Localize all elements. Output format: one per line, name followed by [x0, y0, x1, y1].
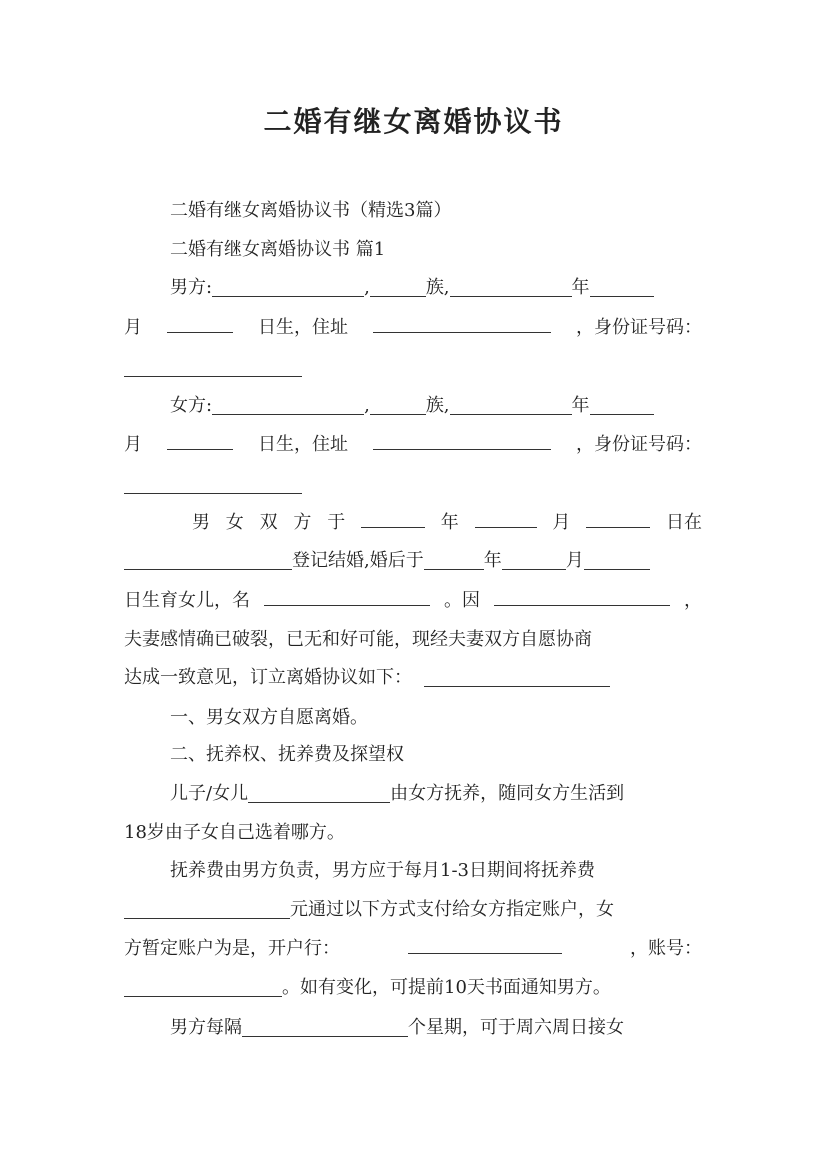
support-amount-blank[interactable] [124, 898, 290, 919]
daughter-name-blank[interactable] [264, 585, 430, 606]
support-payment-text: 元通过以下方式支付给女方指定账户，女 [290, 899, 614, 920]
support-line-4 [124, 970, 702, 1006]
marriage-day-blank[interactable] [586, 507, 650, 528]
marriage-line-3 [124, 583, 702, 619]
female-label: 女方: [170, 395, 213, 416]
agreement-intro: 达成一致意见，订立离婚协议如下： [124, 667, 412, 688]
custody-line-2: 18岁由子女自己选着哪方。 [124, 822, 345, 843]
notice-text: 。如有变化，可提前10天书面通知男方。 [282, 977, 611, 998]
male-id-label: ，身份证号码： [576, 317, 702, 338]
male-address-blank[interactable] [373, 312, 551, 333]
account-number-blank[interactable] [124, 976, 282, 997]
registered-label: 登记结婚,婚后于 [292, 550, 424, 571]
registration-place-blank[interactable] [124, 549, 292, 570]
reason-label: 。因 [444, 590, 480, 611]
female-address-blank[interactable] [373, 429, 551, 450]
female-day-blank[interactable] [167, 429, 233, 450]
birth-year-label: 年 [483, 550, 502, 571]
marriage-char-4: 方 [293, 512, 312, 533]
marriage-char-1: 男 [192, 512, 210, 533]
female-id-blank[interactable] [124, 473, 302, 494]
marriage-day-label: 日在 [665, 512, 702, 533]
clause-1: 一、男女双方自愿离婚。 [170, 707, 368, 728]
marriage-year-blank[interactable] [361, 507, 425, 528]
custody-child-label: 儿子/女儿 [170, 783, 249, 804]
support-line-3 [124, 931, 702, 967]
marriage-year-label: 年 [440, 512, 459, 533]
visitation-text: 个星期，可于周六周日接女 [408, 1017, 624, 1038]
birth-month-blank[interactable] [502, 549, 566, 570]
marriage-line-4: 夫妻感情确已破裂，已无和好可能，现经夫妻双方自愿协商 [124, 629, 592, 650]
male-id-blank[interactable] [124, 356, 302, 377]
support-line-1: 抚养费由男方负责，男方应于每月1-3日期间将抚养费 [170, 860, 595, 881]
female-name-blank[interactable] [212, 394, 364, 415]
clause-2: 二、抚养权、抚养费及探望权 [170, 744, 404, 765]
visitation-line [124, 1010, 702, 1046]
agreement-blank[interactable] [424, 666, 610, 687]
visitation-start: 男方每隔 [170, 1017, 242, 1038]
female-party-line: 女方: , 族, 年 [124, 388, 702, 424]
male-name-blank[interactable] [212, 276, 364, 297]
custody-child-blank[interactable] [248, 782, 390, 803]
reason-blank[interactable] [494, 585, 670, 606]
male-year-blank[interactable] [450, 276, 572, 297]
marriage-char-3: 双 [259, 512, 278, 533]
marriage-line-2 [124, 543, 702, 579]
account-label: ，账号： [630, 938, 702, 959]
male-label: 男方: [170, 277, 213, 298]
birth-year-blank[interactable] [424, 549, 484, 570]
male-born-label: 日生，住址 [258, 317, 348, 338]
female-year-label: 年 [571, 395, 590, 416]
male-party-line: 男方: , 族, 年 [124, 270, 702, 306]
document-title: 二婚有继女离婚协议书 [263, 105, 564, 138]
visitation-weeks-blank[interactable] [242, 1016, 408, 1037]
custody-line-1 [124, 776, 702, 812]
female-id-label: ，身份证号码： [576, 434, 702, 455]
female-birth-line [124, 427, 702, 463]
female-month-label: 月 [124, 434, 142, 455]
female-month-blank[interactable] [590, 394, 654, 415]
female-id-line [124, 467, 702, 503]
male-ethnicity-blank[interactable] [370, 276, 426, 297]
marriage-char-5: 于 [327, 512, 346, 533]
document-subtitle: 二婚有继女离婚协议书（精选3篇） [170, 200, 452, 221]
bank-blank[interactable] [408, 933, 562, 954]
male-id-line [124, 350, 702, 386]
male-day-blank[interactable] [167, 312, 233, 333]
section-heading: 二婚有继女离婚协议书 篇1 [170, 239, 386, 260]
account-intro: 方暂定账户为是，开户行： [124, 938, 340, 959]
marriage-line-5 [124, 660, 702, 696]
marriage-month-label: 月 [552, 512, 571, 533]
marriage-month-blank[interactable] [475, 507, 537, 528]
female-year-blank[interactable] [450, 394, 572, 415]
male-year-label: 年 [571, 277, 590, 298]
male-month-label: 月 [124, 317, 142, 338]
female-born-label: 日生，住址 [258, 434, 348, 455]
marriage-char-2: 女 [225, 512, 244, 533]
support-line-2 [124, 892, 702, 928]
birth-label: 日生育女儿，名 [124, 590, 250, 611]
marriage-line-1 [124, 505, 702, 541]
female-ethnic-label: 族, [425, 395, 450, 416]
custody-text: 由女方抚养，随同女方生活到 [390, 783, 625, 804]
female-ethnicity-blank[interactable] [370, 394, 426, 415]
reason-end: ， [684, 590, 702, 611]
birth-day-blank[interactable] [584, 549, 650, 570]
male-birth-line [124, 310, 702, 346]
male-month-blank[interactable] [590, 276, 654, 297]
birth-month-label: 月 [565, 550, 584, 571]
male-ethnic-label: 族, [425, 277, 450, 298]
